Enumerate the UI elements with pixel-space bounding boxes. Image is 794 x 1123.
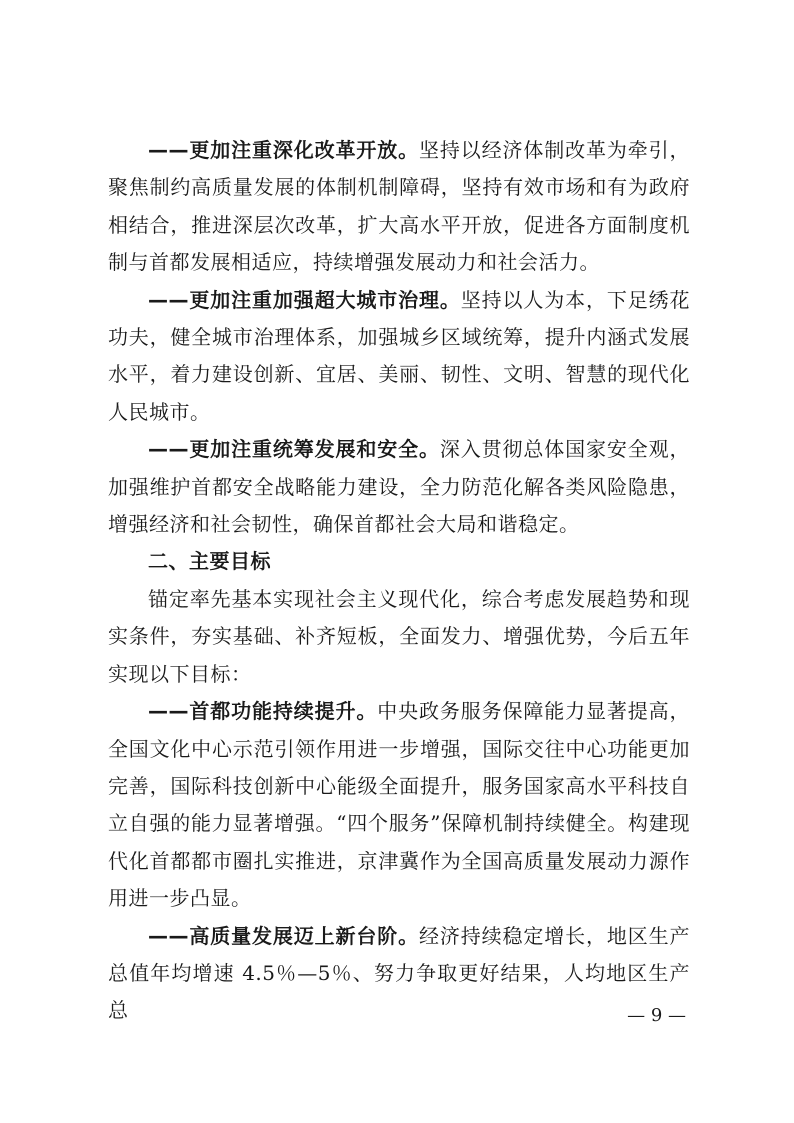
paragraph-lead: ——更加注重统筹发展和安全。 — [148, 437, 440, 462]
paragraph-capital-functions — [108, 693, 690, 917]
paragraph-megacity-governance — [108, 282, 690, 432]
paragraph-text: 深入贯彻总体国家安全观，加强维护首都安全战略能力建设，全力防范化解各类风险隐患，增强经济和社会韧性，确保首都社会大局和谐稳定。 — [108, 437, 690, 537]
paragraph-lead: ——更加注重深化改革开放。 — [148, 138, 419, 162]
paragraph-deepen-reform — [108, 132, 690, 282]
paragraph-text: 坚持以人为本，下足绣花功夫，健全城市治理体系，加强城乡区域统筹，提升内涵式发展水平，着力建设创新、宜居、美丽、韧性、文明、智慧的现代化人民城市。 — [108, 287, 690, 424]
paragraph-lead: ——更加注重加强超大城市治理。 — [148, 287, 461, 312]
paragraph-development-security — [108, 431, 690, 543]
section-heading: 二、主要目标 — [148, 549, 271, 574]
document-body — [108, 132, 690, 1030]
paragraph-text: 经济持续稳定增长，地区生产总值年均增速 4.5％—5％、努力争取更好结果，人均地区生产总 — [108, 923, 690, 1023]
paragraph-text: 中央政务服务保障能力显著提高，全国文化中心示范引领作用进一步增强，国际交往中心功能更加完善，国际科技创新中心能级全面提升，服务国家高水平科技自立自强的能力显著增强。“四个服务”保障机制持续健全。构建现代化首都都市圈扎实推进，京津冀作为全国高质量发展动力源作用进一步凸显。 — [108, 699, 690, 911]
paragraph-text: 坚持以经济体制改革为牵引，聚焦制约高质量发展的体制机制障碍，坚持有效市场和有为政府相结合，推进深层次改革，扩大高水平开放，促进各方面制度机制与首都发展相适应，持续增强发展动力和社会活力。 — [108, 138, 690, 275]
paragraph-intro: 锚定率先基本实现社会主义现代化，综合考虑发展趋势和现实条件，夯实基础、补齐短板，全面发力、增强优势，今后五年实现以下目标： — [108, 586, 690, 686]
paragraph-lead: ——首都功能持续提升。 — [148, 699, 378, 724]
paragraph-lead: ——高质量发展迈上新台阶。 — [148, 923, 419, 948]
page-number: — 9 — — [627, 1005, 686, 1026]
